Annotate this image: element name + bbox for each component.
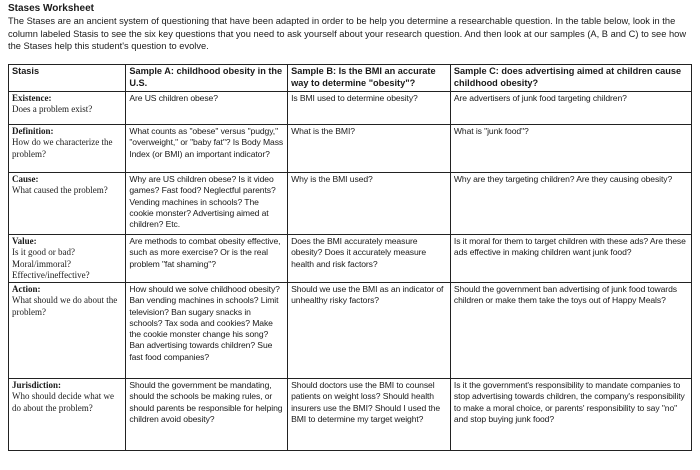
sample-c-cell: Are advertisers of junk food targeting children? [450,92,691,125]
stasis-cell [9,379,126,451]
table-row-action [9,283,692,379]
intro-paragraph: The Stases are an ancient system of questioning that have been adapted in order to be help you determine a researchable question. In the table below, look in the column labeled Stasis to see the six key questions that you need to ask yourself about your research question. And then look at our samples (A, B and C) to see how the Stases help this student's question to evolve. [8,16,687,51]
table-row-jurisdiction [9,379,692,451]
sample-c-cell: Is it moral for them to target children with these ads? Are these ads effective in making children want junk food? [450,235,691,283]
stasis-name: Action: [12,284,41,294]
stasis-question: What caused the problem? [12,185,108,196]
sample-a-cell: What counts as "obese" versus "pudgy," "overweight," or "baby fat"? Is Body Mass Index (or BMI) an important indicator? [126,125,288,173]
table-row-cause [9,173,692,235]
table-row-definition [9,125,692,173]
sample-b-cell: Should we use the BMI as an indicator of unhealthy risky factors? [288,283,451,379]
sample-c-cell: Should the government ban advertising of junk food towards children or make them take the toys out of Happy Meals? [450,283,691,379]
sample-b-cell: What is the BMI? [288,125,451,173]
sample-a-cell: Are US children obese? [126,92,288,125]
header-sample-c: Sample C: does advertising aimed at children cause childhood obesity? [450,65,691,92]
stases-table [8,64,692,451]
stasis-cell [9,92,126,125]
worksheet-title: Stases Worksheet [8,3,94,14]
sample-a-cell: Are methods to combat obesity effective, such as more exercise? Or is the real problem "fat shaming"? [126,235,288,283]
stasis-question: Who should decide what we do about the problem? [12,391,114,413]
stasis-name: Existence: [12,93,52,103]
sample-b-cell: Should doctors use the BMI to counsel patients on weight loss? Should health insurers use the BMI? Should I used the BMI to determine my target weight? [288,379,451,451]
stasis-question: Does a problem exist? [12,104,93,115]
sample-a-cell: Should the government be mandating, should the schools be making rules, or should parents be responsible for helping children avoid obesity? [126,379,288,451]
stasis-cell [9,173,126,235]
stasis-cell [9,235,126,283]
stasis-question: How do we characterize the problem? [12,137,113,159]
table-header-row [9,65,692,92]
stasis-question: Is it good or bad? Moral/immoral? Effective/ineffective? [12,247,90,280]
sample-b-cell: Why is the BMI used? [288,173,451,235]
table-row-value [9,235,692,283]
stasis-cell [9,283,126,379]
sample-c-cell: Why are they targeting children? Are they causing obesity? [450,173,691,235]
stasis-name: Value: [12,236,37,246]
header-sample-a: Sample A: childhood obesity in the U.S. [126,65,288,92]
sample-b-cell: Does the BMI accurately measure obesity? Does it accurately measure health and risk factors? [288,235,451,283]
stasis-name: Jurisdiction: [12,380,62,390]
stasis-name: Definition: [12,126,54,136]
stasis-name: Cause: [12,174,39,184]
sample-a-cell: How should we solve childhood obesity? Ban vending machines in schools? Limit television? Ban sugary snacks in schools? Tax soda and cookies? Make the cookie monster change his song? Ban advertising towards children? Sue fast food companies? [126,283,288,379]
sample-c-cell: Is it the government's responsibility to mandate companies to stop advertising towards children, the company's responsibility to make a moral choice, or parents' responsibility to say "no" and stop buying junk food? [450,379,691,451]
sample-c-cell: What is "junk food"? [450,125,691,173]
header-sample-b: Sample B: Is the BMI an accurate way to determine "obesity"? [288,65,451,92]
sample-a-cell: Why are US children obese? Is it video games? Fast food? Neglectful parents? Vending machines in schools? The cookie monster? Advertising aimed at children? Etc. [126,173,288,235]
stasis-cell [9,125,126,173]
header-stasis: Stasis [9,65,126,92]
table-row-existence [9,92,692,125]
sample-b-cell: Is BMI used to determine obesity? [288,92,451,125]
stasis-question: What should we do about the problem? [12,295,118,317]
